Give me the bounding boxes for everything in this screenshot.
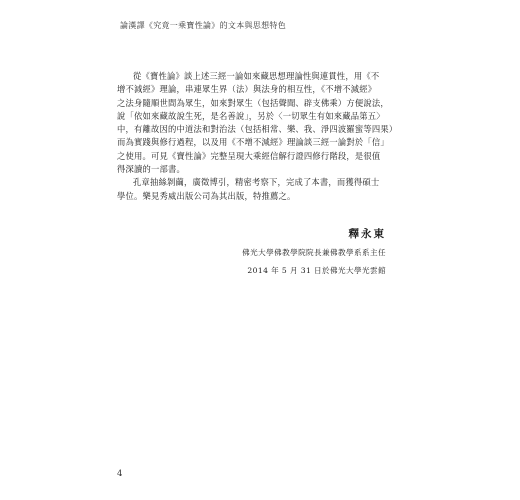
signature-affiliation: 佛光大學佛教學院院長兼佛教學系系主任	[242, 248, 386, 257]
text-line: 學位。樂見秀威出版公司為其出版，特推薦之。	[117, 190, 296, 201]
text-line: 從《寶性論》談上述三經一論如來藏思想理論性與連貫性，用《不	[133, 71, 380, 81]
running-header: 論漢譯《究竟一乘寶性論》的文本與思想特色	[120, 21, 286, 30]
text-line: 得深讀的一部書。	[117, 164, 185, 175]
paragraph-2	[117, 176, 389, 203]
page-number: 4	[117, 469, 123, 479]
signature-name: 釋永東	[348, 228, 386, 240]
text-line: 之使用。可見《寶性論》完整呈現大乘經信解行證四修行階段，是很值	[117, 150, 381, 161]
text-line: 孔章抽絲剝繭，廣徵博引，精密考察下，完成了本書，而獲得碩士	[133, 177, 380, 188]
text-line: 說「依如來藏故說生死，是名善說」，另於〈一切眾生有如來藏品第五〉	[117, 110, 385, 121]
body-text	[117, 70, 398, 203]
text-line: 之法身隨順世間為眾生，如來對眾生（包括聲聞、辟支佛乘）方便說法，	[117, 97, 389, 108]
text-line: 中，有離故因的中道法和對治法（包括相常、樂、我、淨四波羅蜜等四果）	[117, 124, 398, 135]
paragraph-1	[117, 70, 398, 176]
signature-date-place: 2014 年 5 月 31 日於佛光大學光雲館	[247, 266, 386, 275]
text-line: 而為實踐與修行過程，以及用《不增不減經》理論談三經一論對於「信」	[117, 137, 389, 148]
text-line: 增不減經》理論，串連眾生界（法）與法身的相互性，《不增不減經》	[117, 84, 377, 95]
